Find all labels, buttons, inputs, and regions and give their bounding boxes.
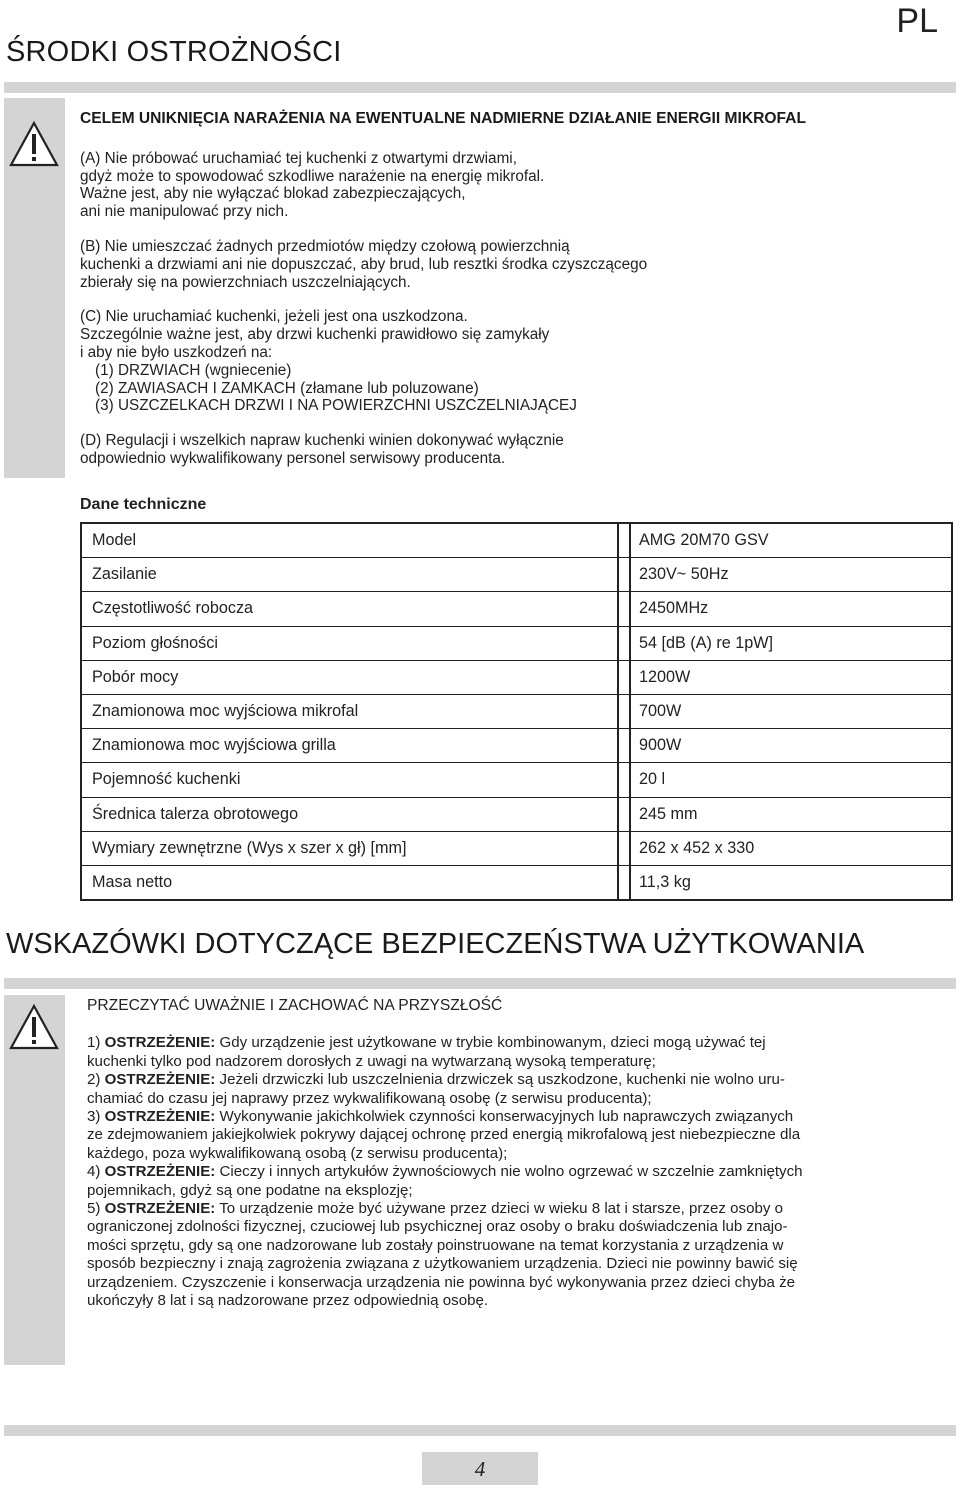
- spec-spacer: [618, 831, 630, 865]
- safety-item-text: Jeżeli drzwiczki lub uszczelnienia drzwiczek są uszkodzone, kuchenki nie wolno uru-: [215, 1071, 785, 1089]
- specs-row: [81, 797, 952, 831]
- spec-label: Średnica talerza obrotowego: [81, 797, 618, 831]
- warning-label: OSTRZEŻENIE:: [104, 1108, 216, 1126]
- safety-item-text: ze zdejmowaniem jakiejkolwiek pokrywy dającej ochronę przed energią mikrofalową jest niebezpieczne dla: [87, 1126, 801, 1144]
- spec-spacer: [618, 558, 630, 592]
- specs-row: [81, 831, 952, 865]
- spec-spacer: [618, 729, 630, 763]
- precaution-d-line: (D) Regulacji i wszelkich napraw kuchenki winien dokonywać wyłącznie: [80, 432, 564, 450]
- page-number: 4: [422, 1452, 538, 1485]
- safety-heading: PRZECZYTAĆ UWAŻNIE I ZACHOWAĆ NA PRZYSZŁOŚĆ: [87, 997, 503, 1014]
- spec-value: 900W: [630, 729, 952, 763]
- spec-value: 245 mm: [630, 797, 952, 831]
- safety-item-line: [87, 1053, 950, 1071]
- safety-item-line: [87, 1274, 950, 1292]
- safety-item-text: Gdy urządzenie jest użytkowane w trybie kombinowanym, dzieci mogą używać tej: [215, 1034, 766, 1052]
- safety-item-text: pojemnikach, gdyż są one podatne na eksplozję;: [87, 1181, 413, 1199]
- precaution-b-line: kuchenki a drzwiami ani nie dopuszczać, aby brud, lub resztki środka czyszczącego: [80, 255, 648, 273]
- specs-row: [81, 626, 952, 660]
- spec-label: Częstotliwość robocza: [81, 592, 618, 626]
- safety-item-line: [87, 1145, 950, 1163]
- safety-item-text: chamiać do czasu jej naprawy przez wykwalifikowaną osobę (z serwisu producenta);: [87, 1089, 652, 1107]
- specs-title: Dane techniczne: [80, 496, 207, 513]
- spec-spacer: [618, 660, 630, 694]
- warning-label: OSTRZEŻENIE:: [104, 1034, 216, 1052]
- spec-spacer: [618, 523, 630, 558]
- precaution-c-line: i aby nie było uszkodzeń na:: [80, 343, 273, 361]
- precaution-b-line: zbierały się na powierzchniach uszczelniających.: [80, 273, 411, 291]
- safety-item-line: [87, 1200, 950, 1218]
- warning-triangle-icon: [8, 1003, 60, 1051]
- safety-item-line: [87, 1071, 950, 1089]
- spec-spacer: [618, 865, 630, 900]
- specs-row: [81, 694, 952, 728]
- precaution-c-list-item: (2) ZAWIASACH I ZAMKACH (złamane lub poluzowane): [95, 379, 479, 397]
- spec-value: 230V~ 50Hz: [630, 558, 952, 592]
- safety-item-line: [87, 1182, 950, 1200]
- safety-item-line: [87, 1218, 950, 1236]
- precaution-c-list-item: (1) DRZWIACH (wgniecenie): [95, 361, 292, 379]
- spec-value: AMG 20M70 GSV: [639, 531, 769, 550]
- specs-row: [81, 660, 952, 694]
- warning-triangle-icon: [8, 120, 60, 168]
- precautions-heading: CELEM UNIKNIĘCIA NARAŻENIA NA EWENTUALNE NADMIERNE DZIAŁANIE ENERGII MIKROFAL: [80, 110, 806, 127]
- precaution-c-list-item: (3) USZCZELKACH DRZWI I NA POWIERZCHNI USZCZELNIAJĄCEJ: [95, 397, 577, 415]
- spec-label: Wymiary zewnętrzne (Wys x szer x gł) [mm]: [81, 831, 618, 865]
- precaution-a-line: Ważne jest, aby nie wyłączać blokad zabezpieczających,: [80, 185, 466, 203]
- spec-label: Znamionowa moc wyjściowa grilla: [81, 729, 618, 763]
- safety-item-text: ukończyły 8 lat i są nadzorowane przez odpowiednią osobę.: [87, 1292, 489, 1310]
- spec-value: 1200W: [630, 660, 952, 694]
- safety-item-line: [87, 1034, 950, 1052]
- precautions-section: [80, 110, 950, 468]
- spec-value: 20 l: [630, 763, 952, 797]
- spec-value: 700W: [630, 694, 952, 728]
- specs-row: [81, 523, 952, 558]
- spec-spacer: [618, 626, 630, 660]
- safety-item-line: [87, 1163, 950, 1181]
- specs-row: [81, 592, 952, 626]
- safety-item-text: To urządzenie może być używane przez dzieci w wieku 8 lat i starsze, przez osoby o: [215, 1200, 784, 1218]
- specs-row: [81, 729, 952, 763]
- safety-items-list: [87, 1034, 950, 1310]
- precaution-a-line: gdyż może to spowodować szkodliwe narażenie na energię mikrofal.: [80, 167, 545, 185]
- divider-bar: [4, 1425, 956, 1436]
- spec-value: 11,3 kg: [630, 865, 952, 900]
- safety-item-line: [87, 1126, 950, 1144]
- safety-item-text: urządzeniem. Czyszczenie i konserwacja urządzenia nie powinna być wykonywania przez dzieci chyba że: [87, 1273, 796, 1291]
- warning-label: OSTRZEŻENIE:: [104, 1071, 216, 1089]
- divider-bar: [4, 82, 956, 93]
- spec-value: 2450MHz: [630, 592, 952, 626]
- spec-spacer: [618, 797, 630, 831]
- precaution-a-line: ani nie manipulować przy nich.: [80, 203, 289, 221]
- safety-item-line: [87, 1292, 950, 1310]
- specs-table: [80, 522, 953, 901]
- warning-label: OSTRZEŻENIE:: [104, 1200, 216, 1218]
- safety-item-line: [87, 1090, 950, 1108]
- specs-row: [81, 558, 952, 592]
- safety-item-number: 3): [87, 1108, 105, 1126]
- safety-item-text: każdego, poza wykwalifikowaną osobą (z serwisu producenta);: [87, 1144, 508, 1162]
- spec-label: Zasilanie: [81, 558, 618, 592]
- spec-spacer: [618, 694, 630, 728]
- spec-label: Pobór mocy: [81, 660, 618, 694]
- spec-value: 54 [dB (A) re 1pW]: [630, 626, 952, 660]
- safety-item-number: 1): [87, 1034, 105, 1052]
- spec-label: Znamionowa moc wyjściowa mikrofal: [81, 694, 618, 728]
- safety-item-text: sposób bezpieczny i znają zagrożenia związana z użytkowaniem urządzenia. Dzieci nie powinny bawić się: [87, 1255, 798, 1273]
- language-code: PL: [896, 2, 938, 40]
- precaution-b-line: (B) Nie umieszczać żadnych przedmiotów między czołową powierzchnią: [80, 237, 570, 255]
- precaution-d-line: odpowiednio wykwalifikowany personel serwisowy producenta.: [80, 449, 506, 467]
- spec-spacer: [618, 592, 630, 626]
- safety-item-text: mości sprzętu, gdy są one nadzorowane lub zostały poinstruowane na temat korzystania z urządzenia w: [87, 1236, 784, 1254]
- precaution-c-line: Szczególnie ważne jest, aby drzwi kuchenki prawidłowo się zamykały: [80, 326, 550, 344]
- spec-value: 262 x 452 x 330: [630, 831, 952, 865]
- spec-spacer: [618, 763, 630, 797]
- spec-label: Poziom głośności: [81, 626, 618, 660]
- specs-row: [81, 865, 952, 900]
- spec-label: Pojemność kuchenki: [81, 763, 618, 797]
- safety-item-number: 2): [87, 1071, 105, 1089]
- safety-item-line: [87, 1108, 950, 1126]
- safety-item-text: kuchenki tylko pod nadzorem dorosłych z uwagi na wytwarzaną wysoką temperaturę;: [87, 1052, 656, 1070]
- warning-label: OSTRZEŻENIE:: [104, 1163, 216, 1181]
- safety-item-number: 4): [87, 1163, 105, 1181]
- specs-row: [81, 763, 952, 797]
- safety-item-text: Wykonywanie jakichkolwiek czynności konserwacyjnych lub naprawczych związanych: [215, 1108, 794, 1126]
- safety-item-text: Cieczy i innych artykułów żywnościowych nie wolno ogrzewać w szczelnie zamkniętych: [215, 1163, 803, 1181]
- safety-item-line: [87, 1237, 950, 1255]
- precaution-a-line: (A) Nie próbować uruchamiać tej kuchenki z otwartymi drzwiami,: [80, 149, 517, 167]
- safety-item-line: [87, 1255, 950, 1273]
- safety-item-number: 5): [87, 1200, 105, 1218]
- spec-label: Masa netto: [81, 865, 618, 900]
- spec-label: Model: [81, 523, 618, 558]
- page-title: ŚRODKI OSTROŻNOŚCI: [6, 36, 342, 68]
- safety-item-text: ograniczonej zdolności fizycznej, czuciowej lub psychicznej oraz osoby o braku doświadczenia lub znajo-: [87, 1218, 788, 1236]
- precaution-c-line: (C) Nie uruchamiać kuchenki, jeżeli jest ona uszkodzona.: [80, 308, 468, 326]
- safety-section: [87, 997, 950, 1311]
- safety-title: WSKAZÓWKI DOTYCZĄCE BEZPIECZEŃSTWA UŻYTKOWANIA: [6, 928, 865, 960]
- divider-bar: [4, 978, 956, 989]
